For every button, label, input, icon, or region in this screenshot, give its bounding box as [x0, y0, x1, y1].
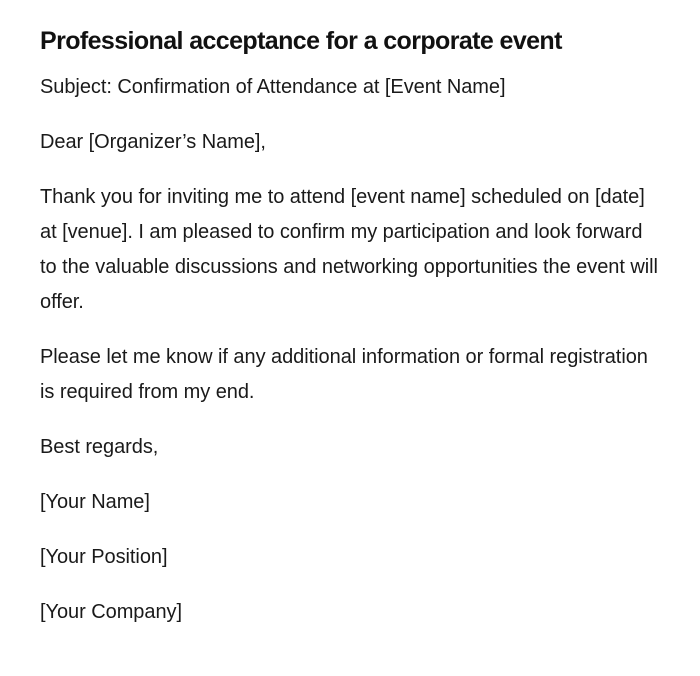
subject-line: Subject: Confirmation of Attendance at [Event Name]: [40, 76, 506, 98]
closing-line: Best regards,: [40, 436, 159, 458]
body-paragraph-1: Thank you for inviting me to attend [event name] scheduled on [date] at [venue]. I am pleased to confirm my participation and look forward to the valuable discussions and networking opportunities the event will offer.: [40, 186, 658, 313]
signature-position: [Your Position]: [40, 546, 168, 568]
salutation: Dear [Organizer’s Name],: [40, 131, 266, 153]
body-paragraph-2: Please let me know if any additional information or formal registration is required from my end.: [40, 346, 648, 403]
signature-company: [Your Company]: [40, 601, 182, 623]
page-title: Professional acceptance for a corporate event: [40, 27, 562, 55]
signature-name: [Your Name]: [40, 491, 150, 513]
